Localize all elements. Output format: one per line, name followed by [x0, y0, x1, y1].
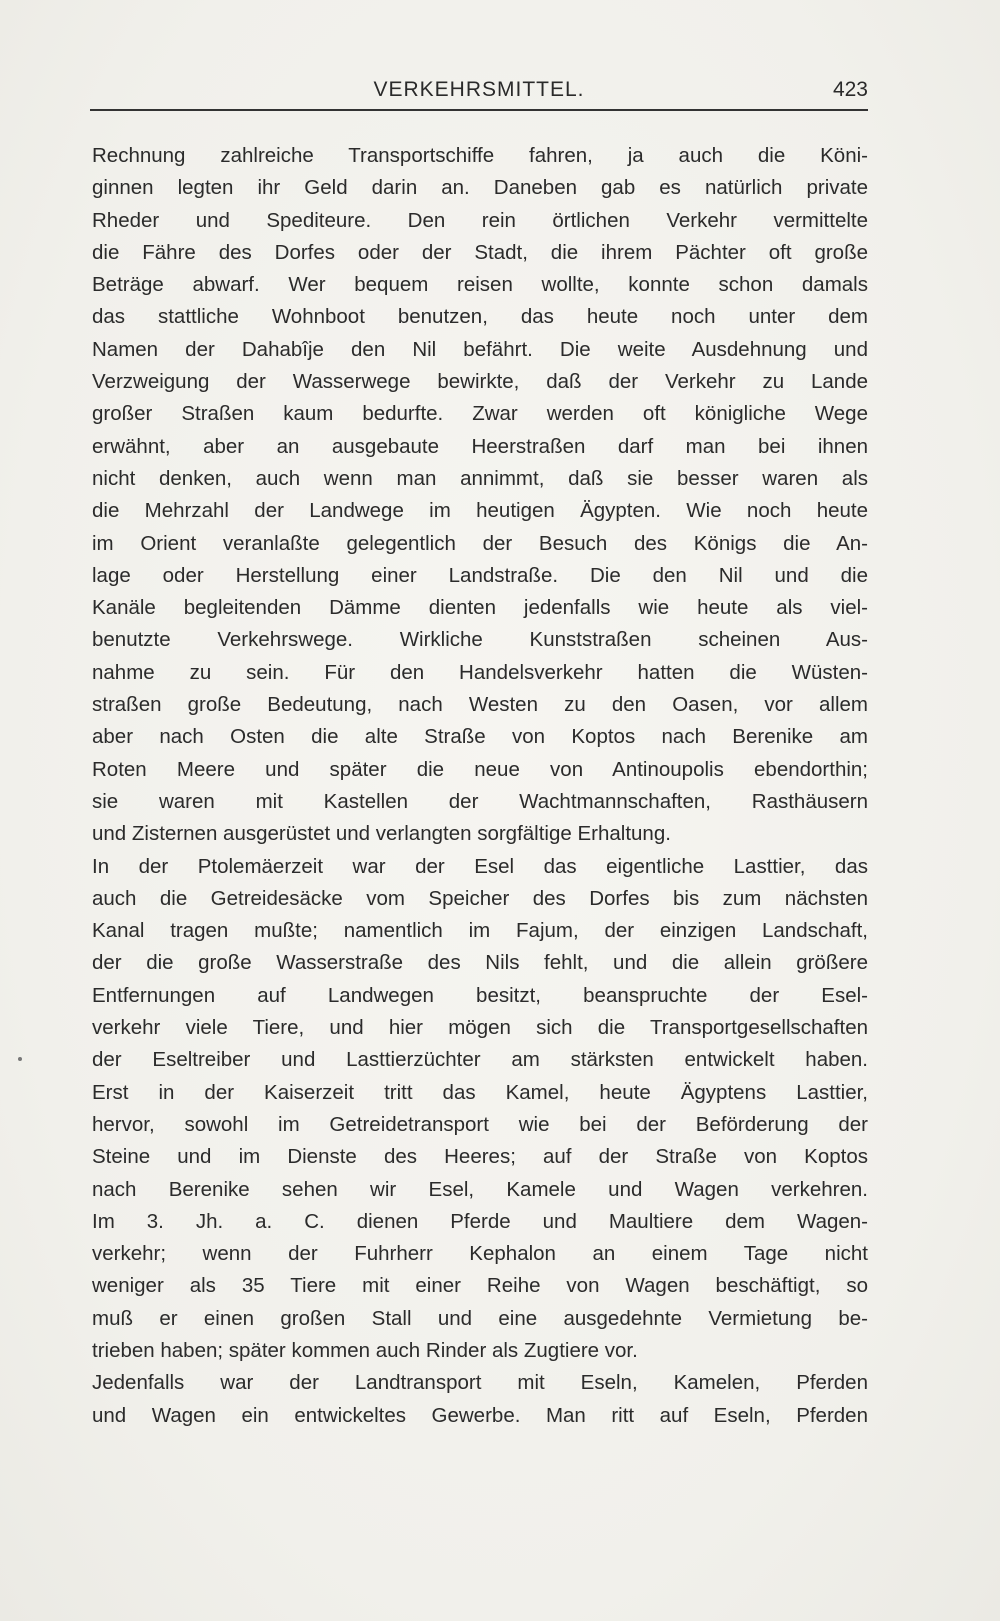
- text-line: aber nach Osten die alte Straße von Koptos nach Berenike am: [92, 725, 868, 749]
- body-text: [92, 140, 868, 1432]
- running-title: VERKEHRSMITTEL.: [373, 78, 585, 101]
- text-line: nahme zu sein. Für den Handelsverkehr hatten die Wüsten-: [92, 660, 868, 684]
- text-line: der die große Wasserstraße des Nils fehlt, und die allein größere: [92, 951, 868, 975]
- text-line: auch die Getreidesäcke vom Speicher des Dorfes bis zum nächsten: [92, 886, 868, 910]
- text-line: straßen große Bedeutung, nach Westen zu den Oasen, vor allem: [92, 693, 868, 717]
- text-line: Verzweigung der Wasserwege bewirkte, daß der Verkehr zu Lande: [92, 370, 868, 394]
- text-line: Beträge abwarf. Wer bequem reisen wollte, konnte schon damals: [92, 273, 868, 297]
- text-line: trieben haben; später kommen auch Rinder als Zugtiere vor.: [92, 1338, 638, 1362]
- text-line: erwähnt, aber an ausgebaute Heerstraßen darf man bei ihnen: [92, 434, 868, 458]
- text-line: In der Ptolemäerzeit war der Esel das eigentliche Lasttier, das: [92, 854, 868, 878]
- text-line: Rechnung zahlreiche Transportschiffe fahren, ja auch die Köni-: [92, 144, 868, 167]
- text-line: sie waren mit Kastellen der Wachtmannschaften, Rasthäusern: [92, 789, 868, 813]
- text-line: im Orient veranlaßte gelegentlich der Besuch des Königs die An-: [92, 531, 868, 555]
- text-line: die Fähre des Dorfes oder der Stadt, die ihrem Pächter oft große: [92, 240, 868, 264]
- text-line: und Wagen ein entwickeltes Gewerbe. Man ritt auf Eseln, Pferden: [92, 1403, 868, 1427]
- text-line: großer Straßen kaum bedurfte. Zwar werden oft königliche Wege: [92, 402, 868, 426]
- text-line: die Mehrzahl der Landwege im heutigen Ägypten. Wie noch heute: [92, 499, 868, 523]
- text-line: Jedenfalls war der Landtransport mit Eseln, Kamelen, Pferden: [92, 1371, 868, 1395]
- text-line: Kanal tragen mußte; namentlich im Fajum, der einzigen Landschaft,: [92, 919, 868, 943]
- text-line: Steine und im Dienste des Heeres; auf der Straße von Koptos: [92, 1145, 868, 1169]
- text-line: Entfernungen auf Landwegen besitzt, beanspruchte der Esel-: [92, 983, 868, 1007]
- text-line: verkehr; wenn der Fuhrherr Kephalon an einem Tage nicht: [92, 1242, 868, 1266]
- text-line: lage oder Herstellung einer Landstraße. Die den Nil und die: [92, 563, 868, 587]
- text-line: Erst in der Kaiserzeit tritt das Kamel, heute Ägyptens Lasttier,: [92, 1080, 868, 1104]
- text-line: der Eseltreiber und Lasttierzüchter am stärksten entwickelt haben.: [92, 1048, 868, 1072]
- text-line: weniger als 35 Tiere mit einer Reihe von Wagen beschäftigt, so: [92, 1274, 868, 1298]
- text-line: Kanäle begleitenden Dämme dienten jedenfalls wie heute als viel-: [92, 596, 868, 620]
- text-line: und Zisternen ausgerüstet und verlangten sorgfältige Erhaltung.: [92, 822, 671, 846]
- text-line: das stattliche Wohnboot benutzen, das heute noch unter dem: [92, 305, 868, 329]
- text-line: ginnen legten ihr Geld darin an. Daneben gab es natürlich private: [92, 176, 868, 200]
- page-number: 423: [832, 78, 868, 101]
- text-line: hervor, sowohl im Getreidetransport wie bei der Beförderung der: [92, 1112, 868, 1136]
- text-line: muß er einen großen Stall und eine ausgedehnte Vermietung be-: [92, 1306, 868, 1330]
- text-line: Roten Meere und später die neue von Antinoupolis ebendorthin;: [92, 757, 868, 781]
- text-line: benutzte Verkehrswege. Wirkliche Kunststraßen scheinen Aus-: [92, 628, 868, 652]
- text-line: nicht denken, auch wenn man annimmt, daß sie besser waren als: [92, 466, 868, 490]
- scan-speck: [18, 1057, 22, 1061]
- text-line: Im 3. Jh. a. C. dienen Pferde und Maultiere dem Wagen-: [92, 1209, 868, 1233]
- running-head: [90, 78, 868, 108]
- text-line: nach Berenike sehen wir Esel, Kamele und Wagen verkehren.: [92, 1177, 868, 1201]
- text-line: Rheder und Spediteure. Den rein örtlichen Verkehr vermittelte: [92, 208, 868, 232]
- text-line: Namen der Dahabîje den Nil befährt. Die weite Ausdehnung und: [92, 337, 868, 361]
- text-line: verkehr viele Tiere, und hier mögen sich die Transportgesellschaften: [92, 1016, 868, 1040]
- header-rule: [90, 109, 868, 111]
